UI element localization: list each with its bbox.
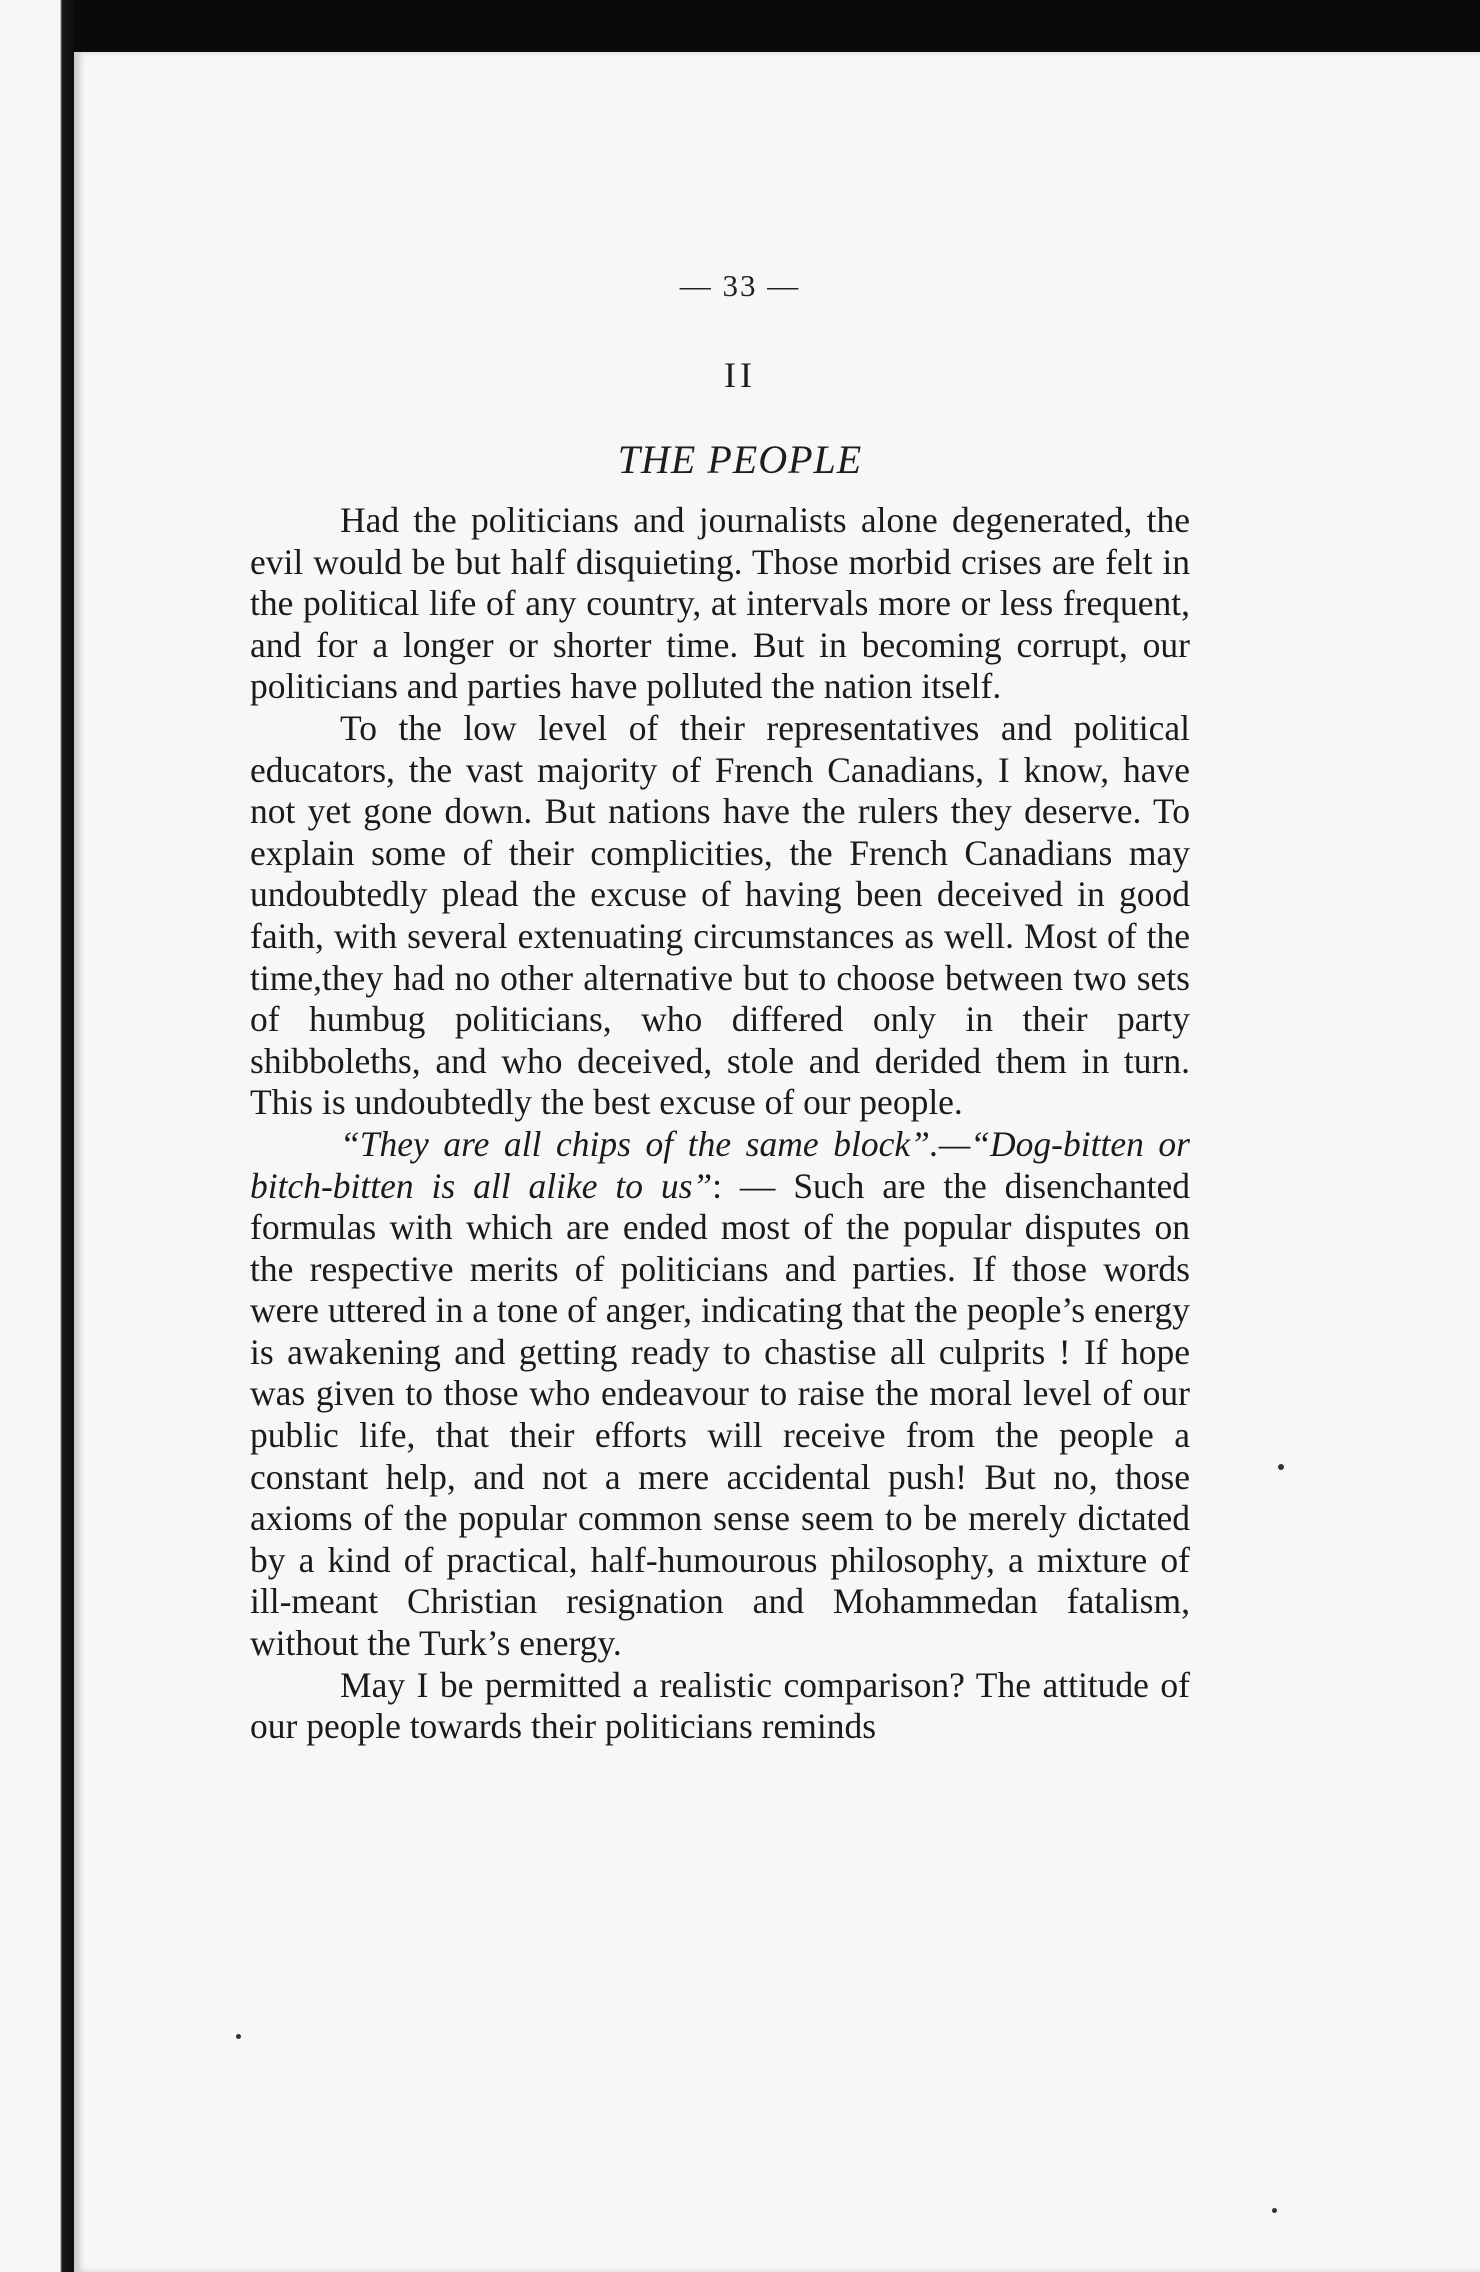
paragraph-text: To the low level of their representatives and political educators, the vast majority of French Canadians, I know, have not yet gone down. But nations have the rulers they deserve. To explain some of their complicities, the French Canadians may undoubtedly plead the excuse of having been deceived in good faith, with several extenuating circumstances as well. Most of the time,they had no other alternative but to choose between two sets of humbug politicians, who differed only in their party shibboleths, and who deceived, stole and derided them in turn. This is undoubtedly the best excuse of our people.: [250, 707, 1190, 1123]
chapter-title: THE PEOPLE: [617, 437, 863, 482]
scan-speck: [1278, 1464, 1284, 1470]
paragraph-text: : — Such are the disenchanted formulas with which are ended most of the popular disputes on the respective merits of politicians and parties. If those words were uttered in a tone of anger, indicating that the people’s energy is awakening and getting ready to chastise all culprits ! If hope was given to those who endeavour to raise the moral level of our public life, that their efforts will receive from the people a constant help, and not a mere accidental push! But no, those axioms of the popular common sense seem to be merely dictated by a kind of practical, half-humourous philosophy, a mixture of ill-meant Christian resignation and Mohammedan fatalism, without the Turk’s energy.: [250, 1165, 1191, 1664]
paragraph-text: May I be permitted a realistic comparison? The attitude of our people towards their politicians reminds: [250, 1664, 1190, 1747]
paragraph: [250, 708, 1190, 1124]
paragraph: [250, 1124, 1190, 1665]
scan-left-edge: [0, 0, 74, 2272]
paragraph-quote: “They are all chips of the same block”.—“Dog-bitten or bitch-bitten is all alike to us”: [250, 1123, 1190, 1206]
scan-top-border: [0, 0, 1480, 58]
paragraph-text: Had the politicians and journalists alone degenerated, the evil would be but half disquieting. Those morbid crises are felt in the political life of any country, at intervals more or less frequent, and for a longer or shorter time. But in becoming corrupt, our politicians and parties have polluted the nation itself.: [250, 500, 1190, 707]
page-number: — 33 —: [679, 268, 801, 303]
scan-speck: [236, 2034, 241, 2039]
chapter-number: II: [724, 355, 756, 395]
paragraph: [250, 1665, 1190, 1748]
scan-speck: [1272, 2208, 1277, 2213]
body-text: [250, 500, 1190, 1748]
paragraph: [250, 500, 1190, 708]
